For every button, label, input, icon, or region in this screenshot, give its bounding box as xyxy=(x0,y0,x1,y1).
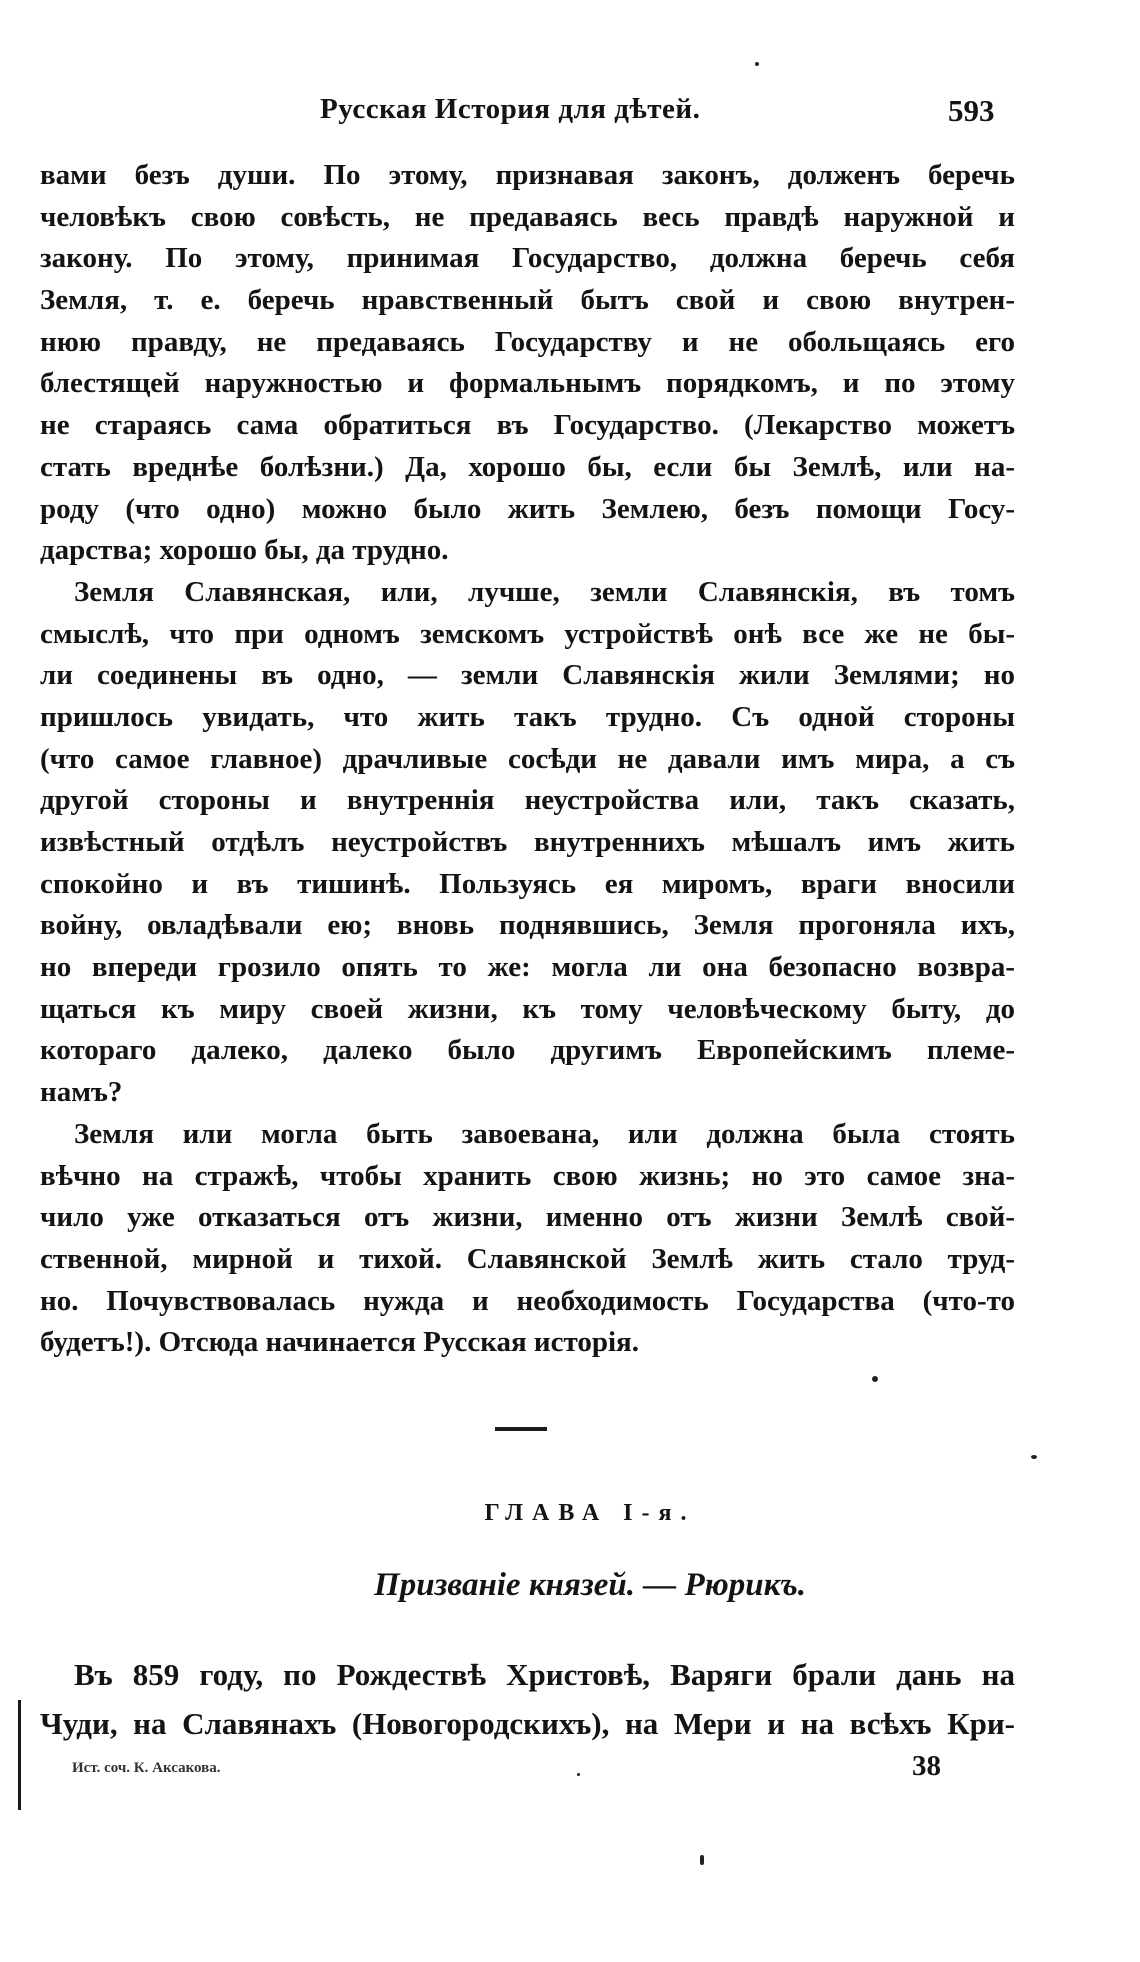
print-speck xyxy=(1031,1455,1037,1459)
text-line: но впереди грозило опять то же: могла ли она безопасно возвра- xyxy=(40,951,1015,984)
text-line: ли соединены въ одно, — земли Славянскія жили Землями; но xyxy=(40,659,1015,692)
paragraph xyxy=(40,1114,1015,1364)
print-speck xyxy=(755,62,759,66)
text-line: стать вреднѣе болѣзни.) Да, хорошо бы, если бы Землѣ, или на- xyxy=(40,450,1015,483)
chapter-title: ГЛАВА I-я. xyxy=(484,1500,696,1526)
text-line: Земля или могла быть завоевана, или должна была стоять xyxy=(74,1117,1015,1150)
paragraph xyxy=(40,572,1015,1114)
text-line: блестящей наружностью и формальнымъ порядкомъ, и по этому xyxy=(40,367,1015,400)
text-line: Чуди, на Славянахъ (Новогородскихъ), на Мери и на всѣхъ Кри- xyxy=(40,1706,1015,1741)
section-divider xyxy=(495,1427,547,1431)
text-line: вѣчно на стражѣ, чтобы хранить свою жизнь; но это самое зна- xyxy=(40,1159,1015,1192)
text-line: нюю правду, не предаваясь Государству и не обольщаясь его xyxy=(40,325,1015,358)
chapter-text xyxy=(40,1650,1015,1748)
text-line: извѣстный отдѣлъ неустройствъ внутреннихъ мѣшалъ имъ жить xyxy=(40,826,1015,858)
running-head: Русская История для дѣтей. xyxy=(320,93,701,125)
print-speck xyxy=(577,1773,580,1776)
paragraph xyxy=(40,155,1015,572)
text-line: Земля, т. е. беречь нравственный бытъ свой и свою внутрен- xyxy=(40,284,1015,317)
text-line: закону. По этому, принимая Государство, должна беречь себя xyxy=(40,242,1015,275)
text-line: не стараясь сама обратиться въ Государство. (Лекарство можетъ xyxy=(40,409,1015,442)
text-line: вами безъ души. По этому, признавая законъ, долженъ беречь xyxy=(40,159,1015,191)
text-line: смыслѣ, что при одномъ земскомъ устройствѣ онѣ все же не бы- xyxy=(40,617,1015,650)
text-line: будетъ!). Отсюда начинается Русская исторія. xyxy=(40,1326,639,1359)
text-line: пришлось увидать, что жить такъ трудно. Съ одной стороны xyxy=(40,700,1015,733)
text-line: роду (что одно) можно было жить Землею, безъ помощи Госу- xyxy=(40,492,1015,525)
signature-mark: 38 xyxy=(912,1750,941,1782)
page-number: 593 xyxy=(948,93,995,128)
text-line: человѣкъ свою совѣсть, не предаваясь весь правдѣ наружной и xyxy=(40,200,1015,233)
page-edge-rule xyxy=(18,1700,21,1810)
text-line: но. Почувствовалась нужда и необходимость Государства (что-то xyxy=(40,1284,1015,1317)
text-line: чило уже отказаться отъ жизни, именно отъ жизни Землѣ свой- xyxy=(40,1201,1015,1234)
text-line: Въ 859 году, по Рождествѣ Христовѣ, Варяги брали дань на xyxy=(74,1657,1015,1692)
text-line: спокойно и въ тишинѣ. Пользуясь ея миромъ, враги вносили xyxy=(40,867,1015,900)
chapter-subtitle: Призваніе князей. — Рюрикъ. xyxy=(374,1567,806,1603)
text-line: (что самое главное) драчливые сосѣди не давали имъ мира, а съ xyxy=(40,742,1015,775)
text-line: щаться къ миру своей жизни, къ тому человѣческому быту, до xyxy=(40,992,1015,1025)
text-line: котораго далеко, далеко было другимъ Европейскимъ племе- xyxy=(40,1034,1015,1067)
text-line: намъ? xyxy=(40,1076,123,1109)
text-line: Земля Славянская, или, лучше, земли Славянскія, въ томъ xyxy=(74,575,1015,608)
print-speck xyxy=(700,1855,704,1865)
text-line: дарства; хорошо бы, да трудно. xyxy=(40,534,449,567)
text-line: другой стороны и внутреннія неустройства или, такъ сказать, xyxy=(40,784,1015,817)
text-line: войну, овладѣвали ею; вновь поднявшись, Земля прогоняла ихъ, xyxy=(40,909,1015,942)
footer-source: Ист. соч. К. Аксакова. xyxy=(72,1760,221,1776)
text-line: ственной, мирной и тихой. Славянской Землѣ жить стало труд- xyxy=(40,1242,1015,1275)
main-text xyxy=(40,155,1015,1364)
print-speck xyxy=(872,1376,878,1382)
